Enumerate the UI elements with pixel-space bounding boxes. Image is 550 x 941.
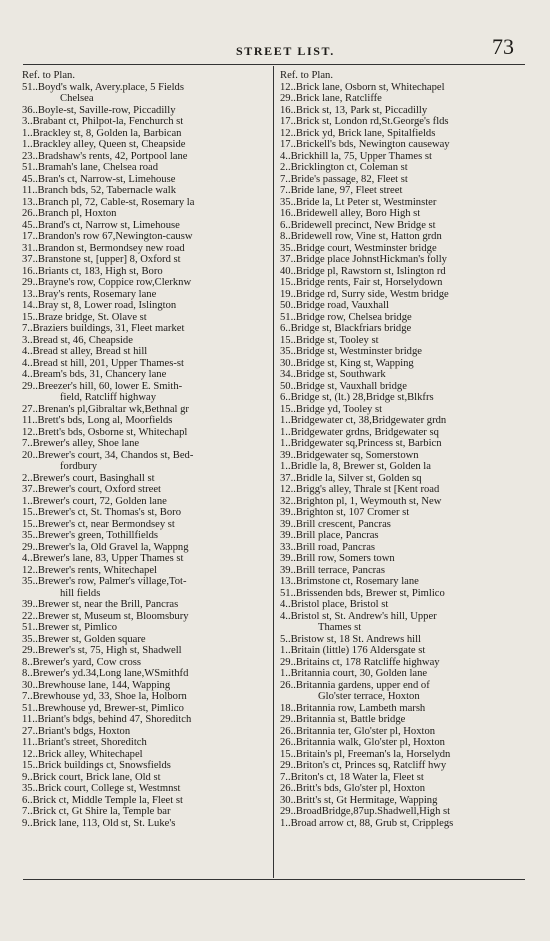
street-entry: 37..Branstone st, [upper] 8, Oxford st [22,254,181,265]
street-entry: 20..Brewer's court, 34, Chandos st, Bed- [22,449,194,461]
street-entry: 31..Brandon st, Bermondsey new road [22,242,185,254]
street-entry: 13..Brimstone ct, Rosemary lane [280,576,419,587]
street-entry: 1..Broad arrow ct, 88, Grub st, Cripplegs [280,817,454,829]
street-entry: 30..Brewhouse lane, 144, Wapping [22,679,171,691]
street-entry: 51..Bramah's lane, Chelsea road [22,162,159,173]
street-entry: 4..Brickhill la, 75, Upper Thames st [280,150,432,162]
header-rule [23,64,525,65]
street-entry: 14..Bray st, 8, Lower road, Islington [22,300,177,311]
right-column [280,70,528,829]
street-entry: 29..Brewer's la, Old Gravel la, Wappng [22,541,189,553]
street-entry: 51..Brissenden bds, Brewer st, Pimlico [280,587,445,599]
street-entry: 32..Brighton pl, 1, Weymouth st, New [280,495,442,507]
street-entry: 12..Brewer's rents, Whitechapel [22,564,157,576]
street-entry: 9..Brick court, Brick lane, Old st [22,771,161,783]
street-entry: 6..Bridge st, (lt.) 28,Bridge st,Blkfrs [280,392,434,403]
street-entry: 29..Britannia st, Battle bridge [280,714,406,725]
street-entry: 16..Bridewell alley, Boro High st [280,208,421,219]
street-entry: 22..Brewer st, Museum st, Bloomsbury [22,610,189,622]
street-entry: 8..Brewer's yard, Cow cross [22,656,142,668]
street-entry: 26..Britannia gardens, upper end of [280,679,430,691]
entry-continuation: Glo'ster terrace, Hoxton [318,691,420,702]
street-entry: 7..Brewer's alley, Shoe lane [22,438,140,449]
column-divider [273,66,275,878]
street-entry: 3..Brabant ct, Philpot-la, Fenchurch st [22,116,184,127]
street-entry: 17..Brick st, London rd,St.George's flds [280,116,449,127]
street-entry: 2..Bricklington ct, Coleman st [280,162,408,173]
street-entry: 51..Brewer st, Pimlico [22,622,118,633]
footer-rule [23,879,525,880]
street-entry: 12..Brett's bds, Osborne st, Whitechapl [22,426,188,438]
street-entry: 1..Bridgewater sq,Princess st, Barbicn [280,438,442,449]
street-entry: 37..Brewer's court, Oxford street [22,484,161,495]
street-entry: 13..Bray's rents, Rosemary lane [22,288,157,300]
page-number: 73 [492,34,514,59]
street-entry: 35..Bridge st, Westminster bridge [280,346,422,357]
street-entry: 16..Brick st, 13, Park st, Piccadilly [280,104,428,116]
street-entry: 12..Brick alley, Whitechapel [22,748,143,760]
column-heading: Ref. to Plan. [22,70,75,81]
street-entry: 1..Bridgewater ct, 38,Bridgewater grdn [280,415,447,426]
street-entry: 5..Bristow st, 18 St. Andrews hill [280,633,421,645]
street-entry: 11..Briant's street, Shoreditch [22,737,147,748]
column-heading: Ref. to Plan. [280,70,333,81]
street-entry: 15..Bridge rents, Fair st, Horselydown [280,277,443,288]
street-entry: 1..Bridgewater grdns, Bridgewater sq [280,426,439,438]
street-entry: 51..Boyd's walk, Avery.place, 5 Fields [22,81,184,93]
street-entry: 8..Brewer's yd.34,Long lane,WSmithfd [22,668,189,679]
street-entry: 8..Bridewell row, Vine st, Hatton grdn [280,231,442,242]
street-entry: 4..Bread st alley, Bread st hill [22,346,148,357]
street-entry: 15..Bridge yd, Tooley st [280,403,383,415]
street-entry: 7..Brewhouse yd, 33, Shoe la, Holborn [22,691,187,702]
street-entry: 37..Bridge place JohnstHickman's folly [280,254,447,265]
street-entry: 29..Briton's ct, Princes sq, Ratcliff hwy [280,760,447,771]
street-entry: 51..Bridge row, Chelsea bridge [280,311,412,323]
street-entry: 35..Bridge court, Westminster bridge [280,242,437,254]
street-entry: 27..Briant's bdgs, Hoxton [22,725,131,737]
street-entry: 15..Britain's pl, Freeman's la, Horselydn [280,748,451,760]
street-entry: 6..Bridge st, Blackfriars bridge [280,323,412,334]
street-entry: 2..Brewer's court, Basinghall st [22,472,155,484]
street-entry: 35..Brewer's row, Palmer's village,Tot- [22,576,187,587]
street-entry: 17..Brickell's bds, Newington causeway [280,139,450,150]
street-entry: 26..Britannia ter, Glo'ster pl, Hoxton [280,725,436,737]
street-entry: 7..Brick ct, Gt Shire la, Temple bar [22,806,171,817]
street-entry: 9..Brick lane, 113, Old st, St. Luke's [22,817,176,829]
street-entry: 3..Bread st, 46, Cheapside [22,334,133,346]
street-entry: 12..Brick yd, Brick lane, Spitalfields [280,127,436,139]
street-entry: 34..Bridge st, Southwark [280,369,386,380]
entry-continuation: fordbury [60,461,98,472]
street-entry: 45..Bran's ct, Narrow-st, Limehouse [22,173,176,185]
street-entry: 13..Branch pl, 72, Cable-st, Rosemary la [22,196,195,208]
street-entry: 4..Brewer's lane, 83, Upper Thames st [22,553,184,564]
street-entry: 35..Bride la, Lt Peter st, Westminster [280,196,437,208]
street-entry: 50..Bridge st, Vauxhall bridge [280,380,407,392]
street-entry: 1..Britain (little) 176 Aldersgate st [280,645,426,656]
page-header [0,36,550,66]
street-entry: 26..Britt's bds, Glo'ster pl, Hoxton [280,783,426,794]
street-entry: 11..Branch bds, 52, Tabernacle walk [22,185,176,196]
street-entry: 4..Bread st hill, 201, Upper Thames-st [22,357,184,369]
street-entry: 15..Bridge st, Tooley st [280,334,379,346]
street-entry: 35..Brick court, College st, Westmnst [22,783,181,794]
street-entry: 15..Brewer's ct, near Bermondsey st [22,518,175,530]
street-entry: 6..Brick ct, Middle Temple la, Fleet st [22,794,183,806]
entry-continuation: Thames st [318,622,362,633]
street-entry: 29..Brick lane, Ratcliffe [280,93,382,104]
street-entry: 29..Breezer's hill, 60, lower E. Smith- [22,380,183,392]
street-entry: 1..Britannia court, 30, Golden lane [280,668,428,679]
street-entry: 7..Braziers buildings, 31, Fleet market [22,323,185,334]
left-column [22,70,272,829]
entry-continuation: hill fields [60,587,101,599]
street-entry: 18..Britannia row, Lambeth marsh [280,702,426,714]
entry-continuation: field, Ratcliff highway [60,392,157,403]
street-entry: 40..Bridge pl, Rawstorn st, Islington rd [280,265,446,277]
street-entry: 16..Briants ct, 183, High st, Boro [22,265,163,277]
street-entry: 33..Brill road, Pancras [280,541,376,553]
street-entry: 39..Brill terrace, Pancras [280,564,386,576]
street-entry: 11..Brett's bds, Long al, Moorfields [22,415,173,426]
street-entry: 19..Bridge rd, Surry side, Westm bridge [280,288,449,300]
street-entry: 4..Bristol st, St. Andrew's hill, Upper [280,610,437,622]
street-entry: 7..Bride lane, 97, Fleet street [280,185,403,196]
street-entry: 29..Britains ct, 178 Ratcliffe highway [280,656,440,668]
street-entry: 1..Brackley alley, Queen st, Cheapside [22,139,186,150]
street-entry: 35..Brewer's green, Tothillfields [22,530,159,541]
street-entry: 1..Bridle la, 8, Brewer st, Golden la [280,461,431,472]
street-entry: 39..Brill place, Pancras [280,530,379,541]
street-entry: 30..Britt's st, Gt Hermitage, Wapping [280,794,438,806]
street-entry: 39..Bridgewater sq, Somerstown [280,449,419,461]
street-entry: 29..BroadBridge,87up.Shadwell,High st [280,806,451,817]
street-entry: 50..Bridge road, Vauxhall [280,300,389,311]
street-entry: 30..Bridge st, King st, Wapping [280,357,414,369]
street-entry: 45..Brand's ct, Narrow st, Limehouse [22,219,180,231]
street-entry: 39..Brewer st, near the Brill, Pancras [22,599,179,610]
street-entry: 1..Brewer's court, 72, Golden lane [22,495,167,507]
street-entry: 4..Bristol place, Bristol st [280,599,389,610]
street-entry: 37..Bridle la, Silver st, Golden sq [280,472,422,484]
street-entry: 7..Bride's passage, 82, Fleet st [280,173,408,185]
street-entry: 1..Brackley st, 8, Golden la, Barbican [22,127,182,139]
street-entry: 15..Brewer's ct, St. Thomas's st, Boro [22,507,181,518]
street-entry: 39..Brill row, Somers town [280,553,395,564]
running-title: STREET LIST. [236,44,335,58]
street-entry: 15..Brick buildings ct, Snowsfields [22,760,171,771]
street-entry: 6..Bridewell precinct, New Bridge st [280,219,436,231]
street-entry: 51..Brewhouse yd, Brewer-st, Pimlico [22,702,184,714]
street-entry: 26..Britannia walk, Glo'ster pl, Hoxton [280,737,445,748]
street-entry: 29..Brewer's st, 75, High st, Shadwell [22,645,182,656]
street-entry: 7..Briton's ct, 18 Water la, Fleet st [280,771,424,783]
street-entry: 39..Brighton st, 107 Cromer st [280,507,410,518]
street-entry: 12..Brigg's alley, Thrale st [Kent road [280,484,440,495]
street-entry: 11..Briant's bdgs, behind 47, Shoreditch [22,714,192,725]
entry-continuation: Chelsea [60,93,94,104]
street-entry: 15..Braze bridge, St. Olave st [22,311,147,323]
street-entry: 27..Brenan's pl,Gibraltar wk,Bethnal gr [22,403,189,415]
street-entry: 4..Bream's bds, 31, Chancery lane [22,369,167,380]
street-entry: 29..Brayne's row, Coppice row,Clerknw [22,277,192,288]
street-entry: 23..Bradshaw's rents, 42, Portpool lane [22,150,188,162]
street-entry: 39..Brill crescent, Pancras [280,518,391,530]
street-entry: 26..Branch pl, Hoxton [22,208,117,219]
street-entry: 35..Brewer st, Golden square [22,633,146,645]
street-entry: 17..Brandon's row 67,Newington-causw [22,231,193,242]
street-entry: 36..Boyle-st, Saville-row, Piccadilly [22,104,176,116]
street-entry: 12..Brick lane, Osborn st, Whitechapel [280,81,445,93]
